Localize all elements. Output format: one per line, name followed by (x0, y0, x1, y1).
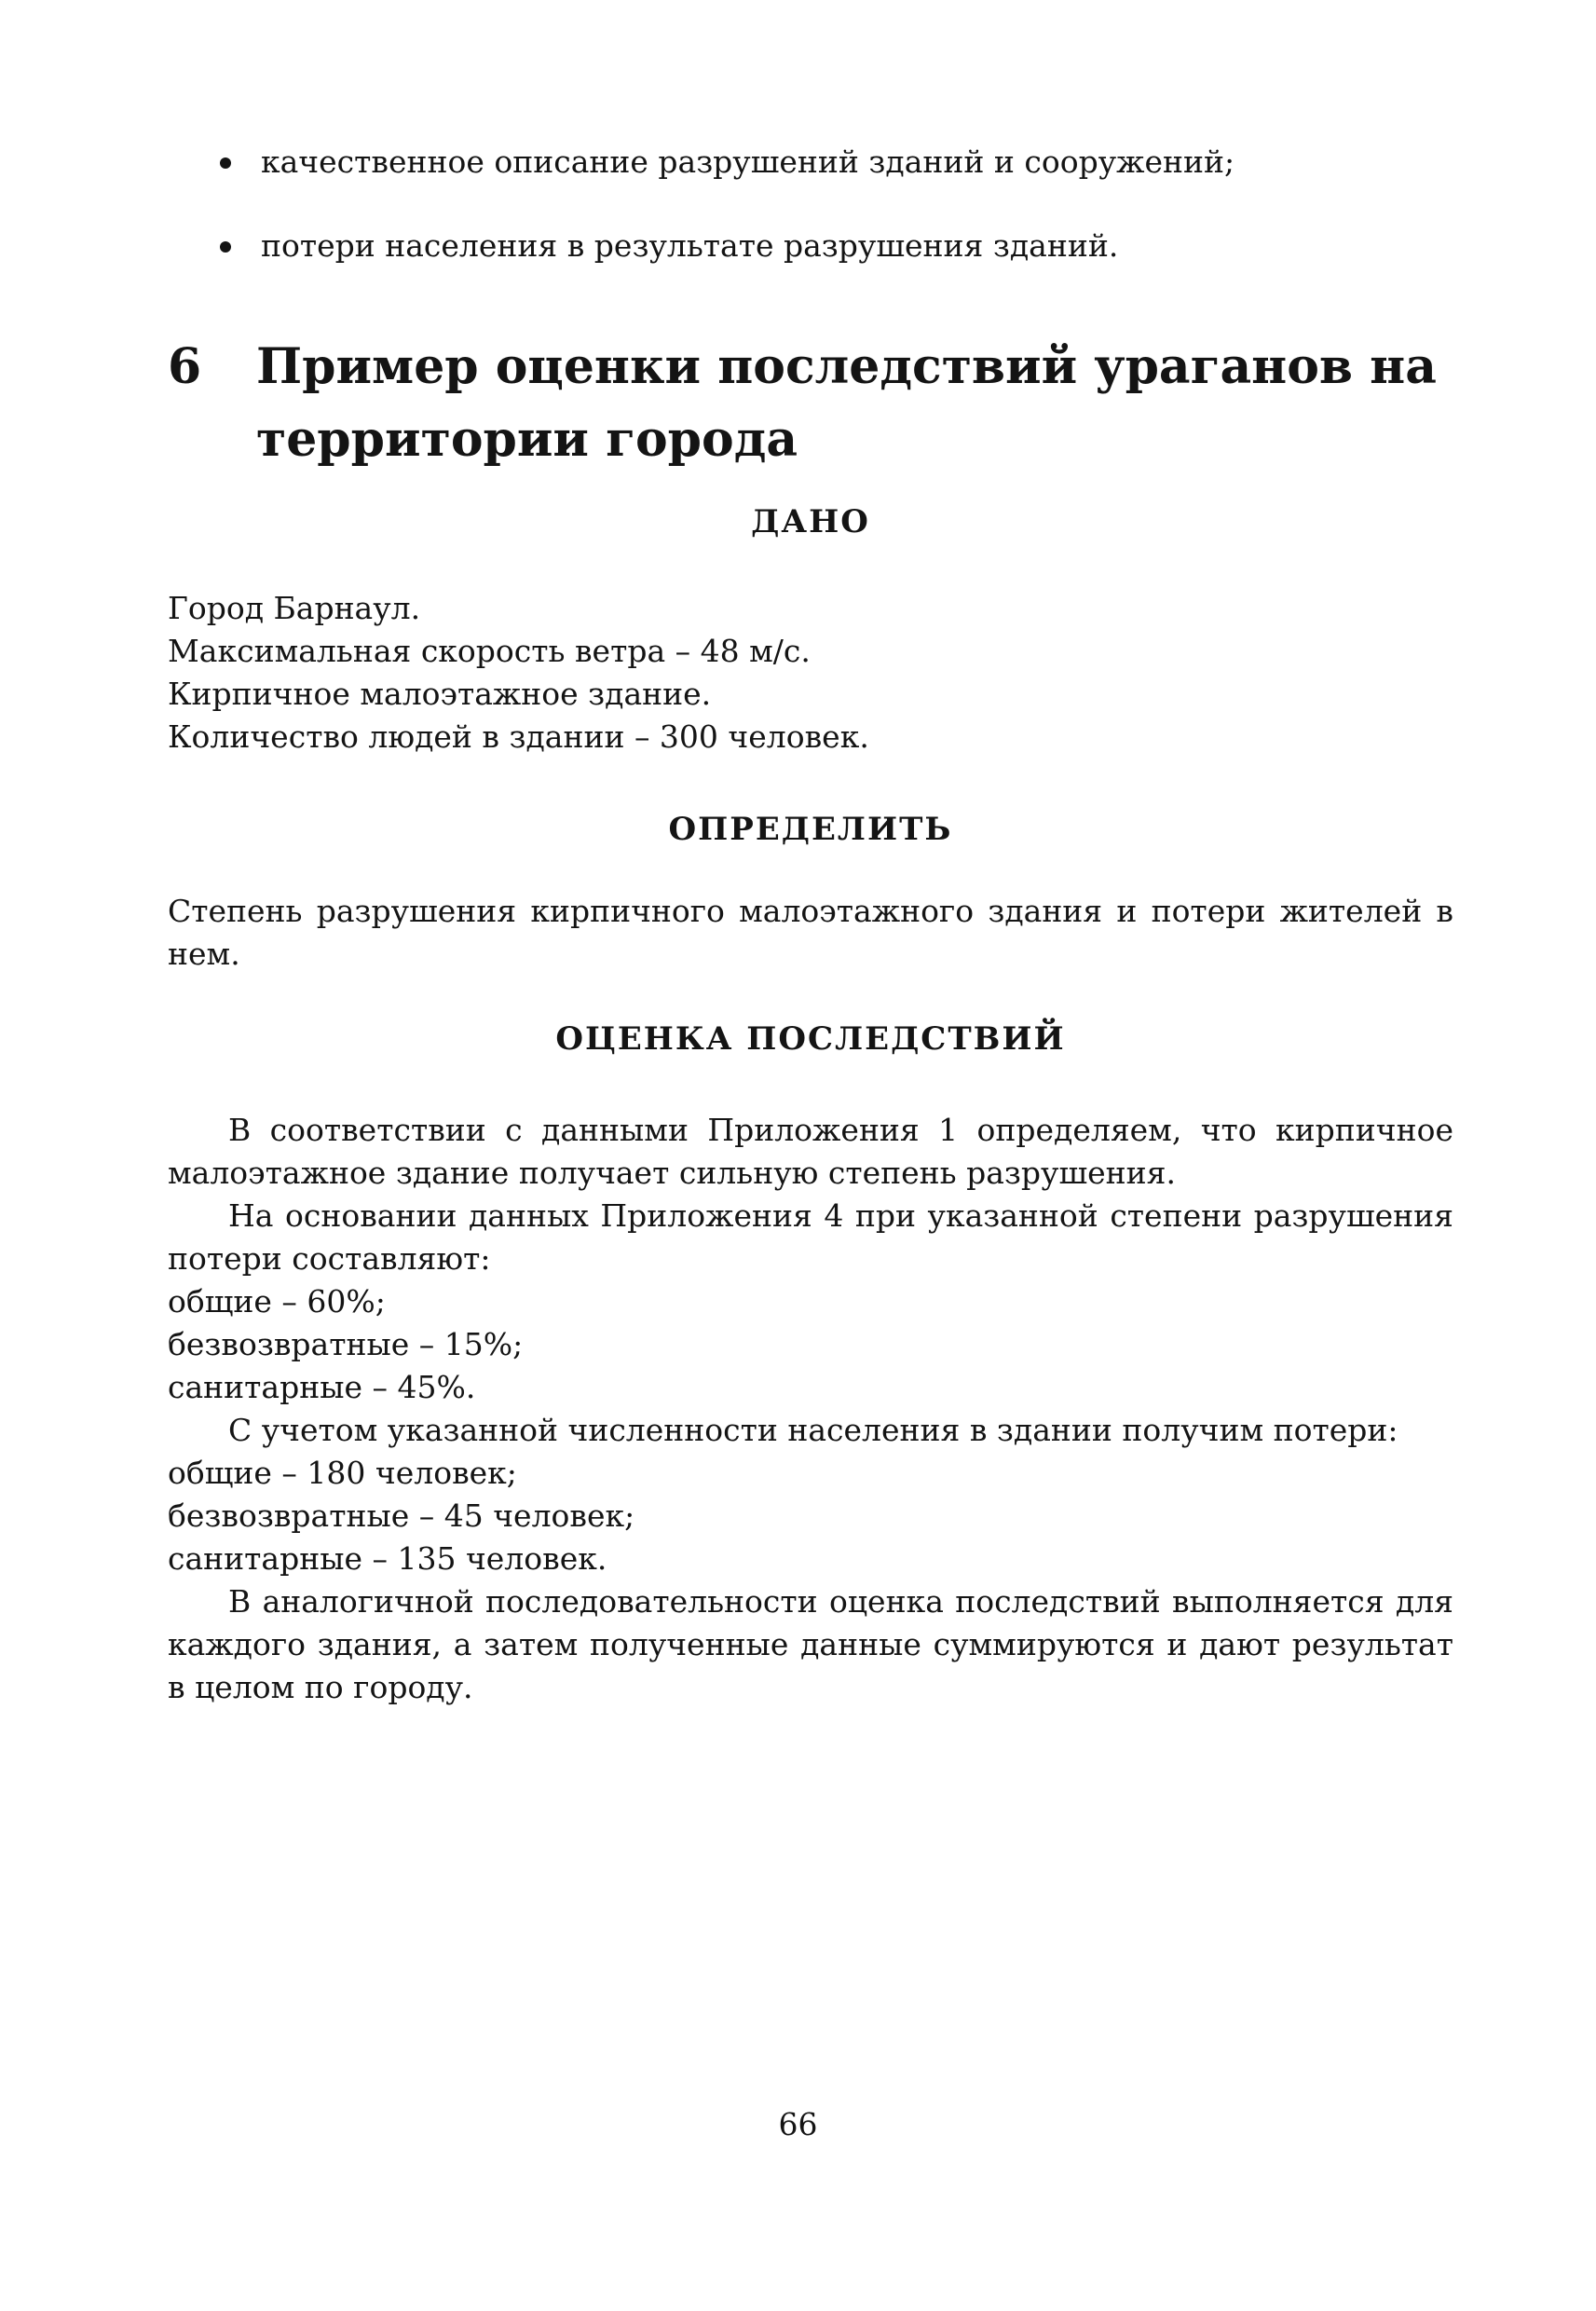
bullet-text: качественное описание разрушений зданий и сооружений; (261, 144, 1235, 180)
assessment-block (168, 1109, 1453, 1709)
given-heading: ДАНО (751, 503, 870, 540)
bullet-icon (220, 241, 231, 253)
loss-percent-line: общие – 60%; (168, 1283, 386, 1320)
given-block (168, 587, 1453, 759)
assessment-paragraph: В соответствии с данными Приложения 1 определяем, что кирпичное малоэтажное здание получает сильную степень разрушения. (168, 1112, 1453, 1191)
loss-people-line: общие – 180 человек; (168, 1455, 517, 1491)
loss-percent-line: безвозвратные – 15%; (168, 1326, 524, 1362)
given-line: Количество людей в здании – 300 человек. (168, 718, 869, 755)
assessment-heading: ОЦЕНКА ПОСЛЕДСТВИЙ (555, 1020, 1066, 1058)
assessment-paragraph: В аналогичной последовательности оценка последствий выполняется для каждого здания, а затем полученные данные суммируются и дают результат в целом по городу. (168, 1583, 1453, 1705)
given-line: Город Барнаул. (168, 590, 421, 626)
loss-people-line: безвозвратные – 45 человек; (168, 1497, 635, 1534)
loss-percent-line: санитарные – 45%. (168, 1369, 476, 1405)
section-title: Пример оценки последствий ураганов на территории города (256, 338, 1437, 468)
list-item (216, 140, 1455, 185)
assessment-paragraph: С учетом указанной численности населения в здании получим потери: (228, 1412, 1398, 1448)
loss-people-line: санитарные – 135 человек. (168, 1540, 607, 1577)
determine-text: Степень разрушения кирпичного малоэтажного здания и потери жителей в нем. (168, 893, 1453, 972)
given-line: Максимальная скорость ветра – 48 м/с. (168, 633, 811, 669)
list-item (216, 224, 1455, 268)
given-line: Кирпичное малоэтажное здание. (168, 676, 712, 712)
section-number: 6 (168, 338, 202, 395)
bullet-icon (220, 157, 231, 169)
assessment-paragraph: На основании данных Приложения 4 при указанной степени разрушения потери составляют: (168, 1197, 1453, 1277)
determine-block (168, 890, 1453, 976)
determine-heading: ОПРЕДЕЛИТЬ (668, 811, 953, 848)
bullet-list (216, 140, 1455, 308)
bullet-text: потери населения в результате разрушения зданий. (261, 227, 1119, 264)
page-number: 66 (778, 2106, 818, 2142)
